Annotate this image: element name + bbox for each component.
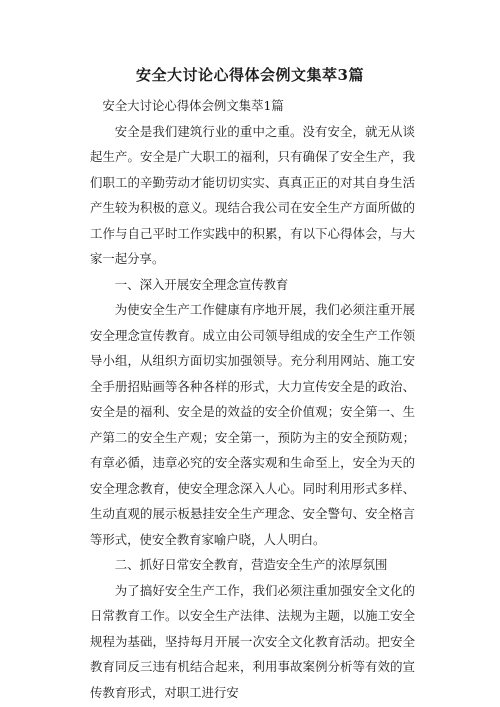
paragraph-section-2: 为了搞好安全生产工作，我们必须注重加强安全文化的日常教育工作。以安全生产法律、法规为主题，以施工安全规程为基础，坚持每月开展一次安全文化教育活动。把安全教育同反三违有机结合起来，利用事故案例分析等有效的宣传教育形式，对职工进行安 <box>90 582 415 700</box>
document-subtitle: 安全大讨论心得体会例文集萃1篇 <box>102 98 284 113</box>
document-title: 安全大讨论心得体会例文集萃3篇 <box>136 66 364 84</box>
document-body <box>90 93 415 705</box>
paragraph-section-1: 为使安全生产工作健康有序地开展，我们必须注重开展安全理念宣传教育。成立由公司领导组成的安全生产工作领导小组，从组织方面切实加强领导。充分利用网站、施工安全手册招贴画等各种各样的形式，大力宣传安全是的政治、安全是的福利、安全是的效益的安全价值观；安全第一、生产第二的安全生产观；安全第一，预防为主的安全预防观；有章必循，违章必究的安全落实观和生命至上，安全为天的安全理念教育，使安全理念深入人心。同时利用形式多样、生动直观的展示板悬挂安全生产理念、安全警句、安全格言等形式，使安全教育家喻户晓，人人明白。 <box>90 302 415 547</box>
section-heading-2: 二、抓好日常安全教育，营造安全生产的浓厚氛围 <box>114 557 388 572</box>
section-heading-1: 一、深入开展安全理念宣传教育 <box>114 276 289 292</box>
paragraph-intro: 安全是我们建筑行业的重中之重。没有安全，就无从谈起生产。安全是广大职工的福利，只有确保了安全生产，我们职工的辛勤劳动才能切切实实、真真正正的对其自身生活产生较为积极的意义。现结合我公司在安全生产方面所做的工作与自己平时工作实践中的积累，有以下心得体会，与大家一起分享。 <box>90 123 415 266</box>
